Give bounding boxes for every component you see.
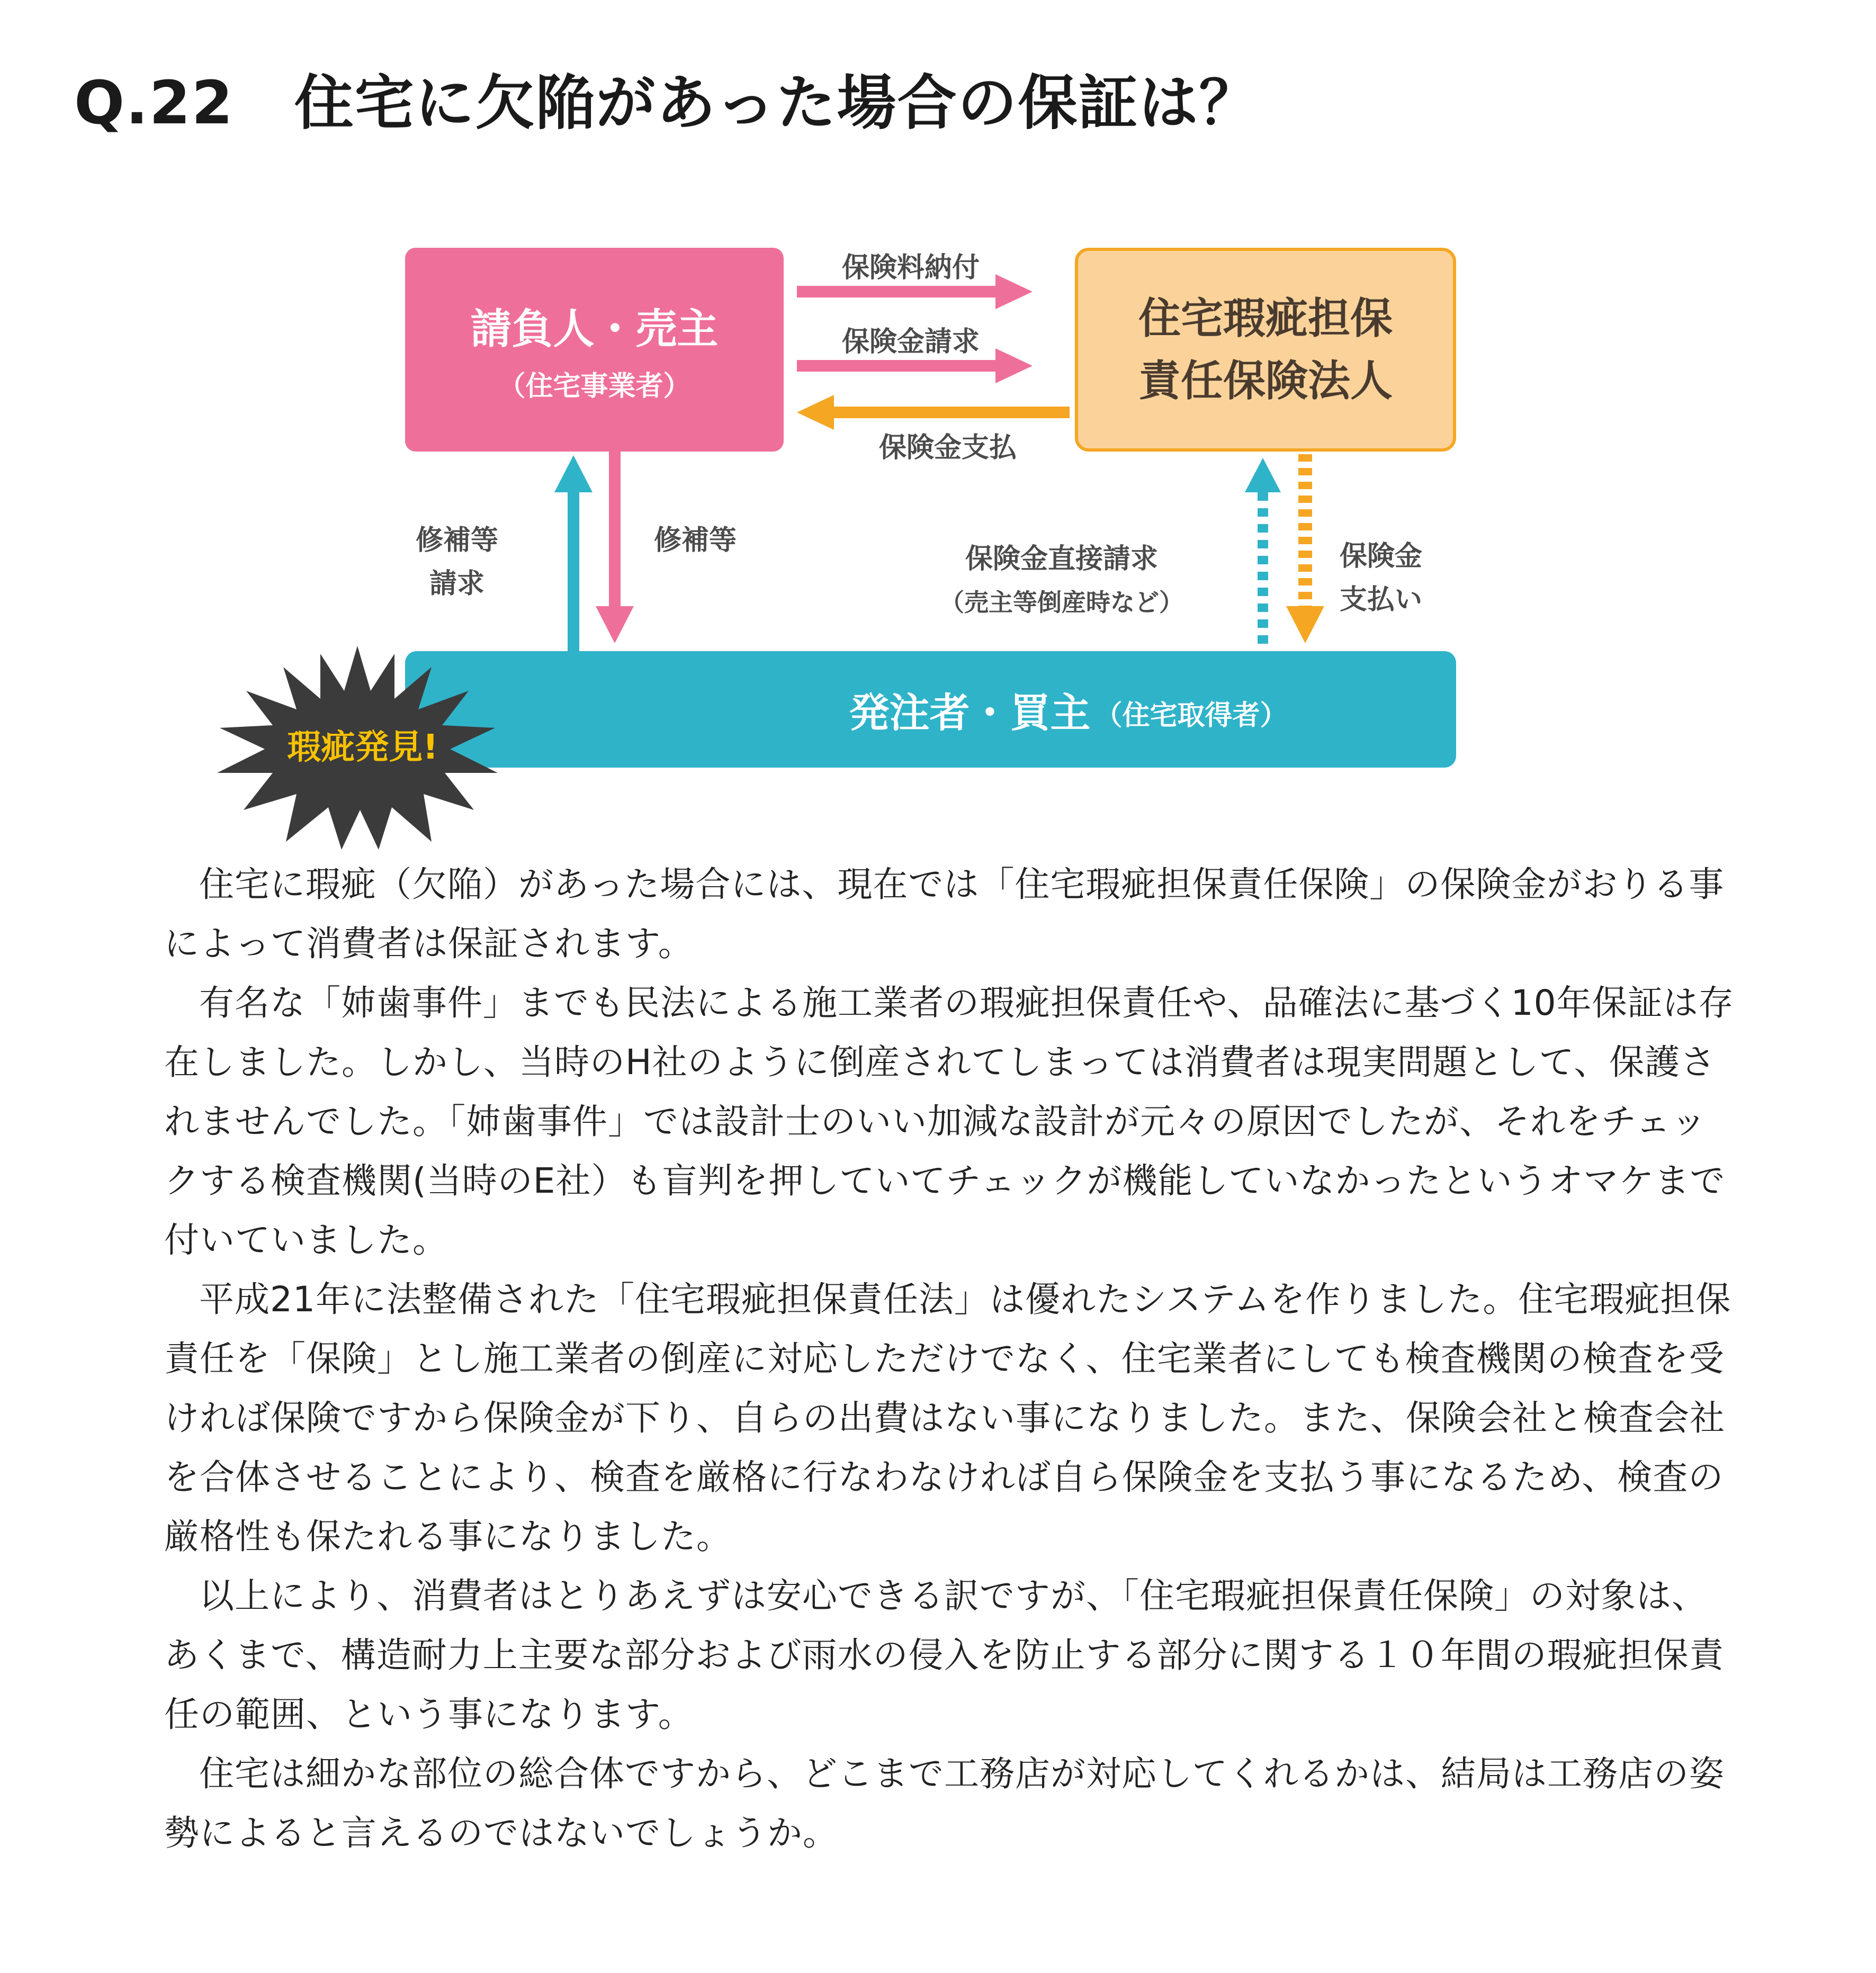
paragraph: 以上により、消費者はとりあえずは安心できる訳ですが、「住宅瑕疵担保責任保険」の対象は、あくまで、構造耐力上主要な部分および雨水の侵入を防止する部分に関する１０年間の瑕疵担保責任の範囲、という事になります。 xyxy=(164,1575,1725,1735)
owner-label: 発注者・買主 xyxy=(849,689,1091,736)
paragraph: 平成21年に法整備された「住宅瑕疵担保責任法」は優れたシステムを作りました。住宅瑕疵担保責任を「保険」とし施工業者の倒産に対応しただけでなく、住宅業者にしても検査機関の検査を受ければ保険ですから保険金が下り、自らの出費はない事になりました。また、保険会社と検査会社を合体させることにより、検査を厳格に行なわなければ自ら保険金を支払う事になるため、検査の厳格性も保たれる事になりました。 xyxy=(164,1279,1731,1557)
payout-arrow xyxy=(797,395,1070,430)
contractor-sublabel: （住宅事業者） xyxy=(498,371,691,402)
contractor-seller-box xyxy=(405,248,784,452)
page-title: Q.22 住宅に欠陥があった場合の保証は？ xyxy=(74,69,1260,138)
owner-payout-arrow xyxy=(1286,454,1324,643)
repair-request-arrow xyxy=(554,455,593,651)
direct-claim-arrow xyxy=(1245,458,1281,651)
insurer-label-line1: 住宅瑕疵担保 xyxy=(1138,293,1393,343)
defect-found-label: 瑕疵発見! xyxy=(287,728,438,767)
insurance-flow-diagram xyxy=(199,233,1469,842)
owner-buyer-box xyxy=(405,651,1456,768)
owner-payout-label: 保険金 支払い xyxy=(1340,540,1423,616)
body-text xyxy=(164,855,1742,1863)
payout-label: 保険金支払 xyxy=(879,432,1017,464)
claim-label: 保険金請求 xyxy=(842,326,980,358)
contractor-label: 請負人・売主 xyxy=(470,305,719,353)
paragraph: 住宅は細かな部位の総合体ですから、どこまで工務店が対応してくれるかは、結局は工務店の姿勢によると言えるのではないでしょうか。 xyxy=(164,1753,1725,1853)
insurer-box xyxy=(1075,248,1456,452)
paragraph: 有名な「姉歯事件」までも民法による施工業者の瑕疵担保責任や、品確法に基づく10年保証は存在しました。しかし、当時のH社のように倒産されてしまっては消費者は現実問題として、保護されませんでした。「姉歯事件」では設計士のいい加減な設計が元々の原因でしたが、それをチェックする検査機関(当時のE社）も盲判を押していてチェックが機能していなかったというオマケまで付いていました。 xyxy=(164,983,1734,1260)
paragraph: 住宅に瑕疵（欠陥）があった場合には、現在では「住宅瑕疵担保責任保険」の保険金がおりる事によって消費者は保証されます。 xyxy=(164,864,1725,964)
premium-payment-label: 保険料納付 xyxy=(842,252,980,284)
owner-sublabel: （住宅取得者） xyxy=(1094,699,1288,732)
repair-arrow xyxy=(596,452,634,643)
repair-label: 修補等 xyxy=(654,525,737,556)
repair-request-label: 修補等 請求 xyxy=(416,525,499,600)
direct-claim-label: 保険金直接請求 （売主等倒産時など） xyxy=(940,543,1183,617)
insurer-label-line2: 責任保険法人 xyxy=(1138,356,1393,406)
